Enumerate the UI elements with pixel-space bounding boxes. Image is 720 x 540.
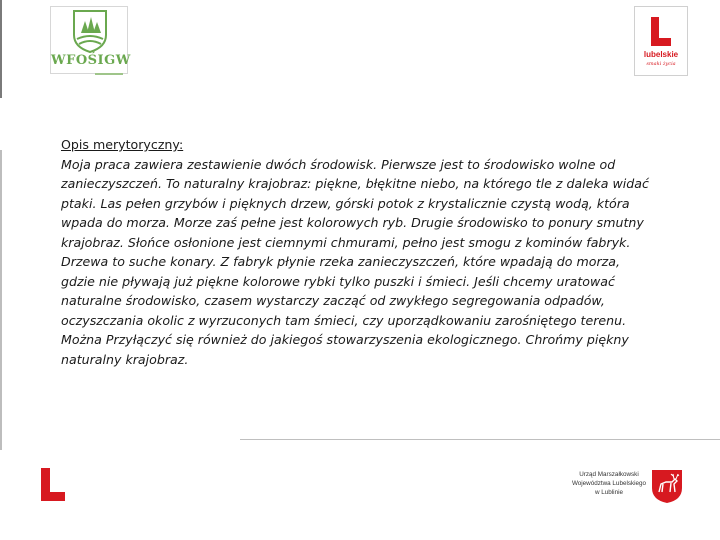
wfosigw-logo: [50, 6, 131, 74]
lubelskie-tagline: smaki życia: [646, 61, 676, 67]
description-body: Moja praca zawiera zestawienie dwóch środowisk. Pierwsze jest to środowisko wolne od zanieczyszczeń. To naturalny krajobraz: piękne, błękitne niebo, na którego tle z daleka widać ptaki. Las pełen grzybów i pięknych drzew, górski potok z krystalicznie czystą wodą, która wpada do morza. Morze zaś pełne jest kolorowych ryb. Drugie środowisko to ponury smutny krajobraz. Słońce osłonione jest ciemnymi chmurami, pełno jest smogu z kominów fabryk. Drzewa to suche konary. Z fabryk płynie rzeka zanieczyszczeń, które wpadają do morza, gdzie nie pływają już piękne kolorowe rybki tylko puszki i śmieci. Jeśli chcemy uratować naturalne środowisko, czasem wystarczy zacząć od zwykłego segregowania odpadów, oczyszczania okolic z wyrzuconych tam śmieci, czy uporządkowaniu zarośniętego terenu. Można Przyłączyć się również do jakiegoś stowarzyszenia ekologicznego. Chrońmy piękny naturalny krajobraz.: [61, 156, 649, 367]
left-edge-bar-top: [0, 0, 2, 98]
wfosigw-subline: [51, 71, 127, 74]
description-heading: Opis merytoryczny:: [61, 137, 184, 152]
lubelskie-footer-l-icon: [39, 468, 67, 502]
deer-crest-icon: [650, 468, 684, 504]
marshal-office-logo: [570, 468, 690, 508]
lubelskie-name: lubelskie: [643, 50, 679, 59]
wfosigw-name: WFOŚIGW: [51, 53, 131, 68]
footer-divider: [240, 439, 720, 440]
description-block: [61, 135, 681, 369]
wfosigw-emblem-icon: [71, 9, 109, 53]
marshal-office-text: Urząd Marszałkowski Województwa Lubelskiego w Lublinie: [571, 471, 647, 496]
left-edge-bar-middle: [0, 150, 2, 450]
lubelskie-l-icon: [649, 17, 673, 47]
lubelskie-logo: [634, 6, 688, 76]
